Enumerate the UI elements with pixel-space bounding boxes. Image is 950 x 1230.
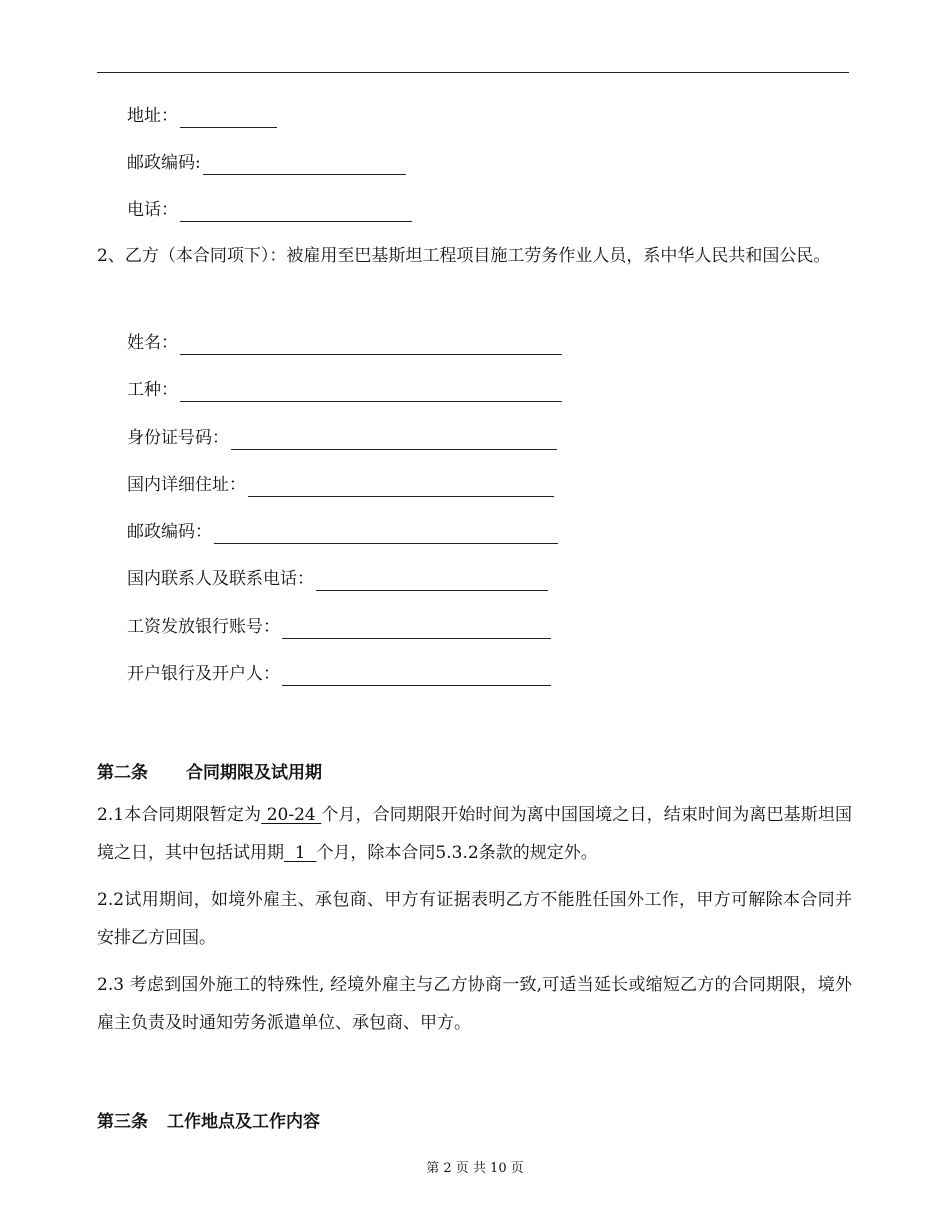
- clause-2-1: [97, 796, 852, 872]
- article-number: 第二条: [97, 763, 148, 783]
- name-field: [127, 331, 562, 355]
- clause-2-2: 2.2试用期间，如境外雇主、承包商、甲方有证据表明乙方不能胜任国外工作，甲方可解除本合同并安排乙方回国。: [97, 890, 852, 948]
- postal-code-field: [127, 151, 406, 175]
- field-label: 地址：: [127, 106, 178, 126]
- article-number: 第三条: [97, 1112, 148, 1132]
- bank-account-blank[interactable]: [282, 618, 551, 639]
- id-number-field: [127, 426, 557, 450]
- phone-field: [127, 198, 412, 222]
- field-label: 身份证号码：: [127, 428, 229, 448]
- bank-holder-field: [127, 662, 551, 686]
- clause-text: 个月，合同期限开始时间为离中国国境之日，结束时间为离巴基斯坦国境之日，其中包括试用期: [97, 805, 852, 863]
- article-3-heading: [97, 1107, 320, 1132]
- article-title: 合同期限及试用期: [186, 763, 322, 783]
- contract-term-value[interactable]: 20-24: [261, 805, 322, 825]
- article-title: 工作地点及工作内容: [167, 1112, 320, 1132]
- address-blank[interactable]: [180, 107, 277, 128]
- job-type-blank[interactable]: [180, 381, 562, 402]
- bank-account-field: [127, 615, 551, 639]
- probation-value[interactable]: 1: [284, 843, 317, 863]
- field-label: 工资发放银行账号：: [127, 617, 280, 637]
- clause-text: 2.1本合同期限暂定为: [97, 805, 262, 825]
- name-blank[interactable]: [180, 334, 562, 355]
- field-label: 邮政编码:: [127, 153, 201, 173]
- home-address-blank[interactable]: [248, 476, 554, 497]
- field-label: 电话：: [127, 200, 178, 220]
- postal-code-b-blank[interactable]: [214, 523, 558, 544]
- article-2-heading: [97, 758, 322, 783]
- phone-blank[interactable]: [180, 201, 412, 222]
- field-label: 开户银行及开户人：: [127, 664, 280, 684]
- party-b-intro: 2、乙方（本合同项下）：被雇用至巴基斯坦工程项目施工劳务作业人员，系中华人民共和国公民。: [97, 246, 831, 266]
- field-label: 国内详细住址：: [127, 475, 246, 495]
- address-field: [127, 104, 277, 128]
- field-label: 姓名：: [127, 333, 178, 353]
- clause-2-3: 2.3 考虑到国外施工的特殊性, 经境外雇主与乙方协商一致,可适当延长或缩短乙方的合同期限，境外雇主负责及时通知劳务派遣单位、承包商、甲方。: [97, 975, 852, 1033]
- field-label: 国内联系人及联系电话：: [127, 569, 314, 589]
- home-address-field: [127, 473, 554, 497]
- postal-code-b-field: [127, 520, 558, 544]
- header-rule: [97, 72, 849, 73]
- contact-blank[interactable]: [316, 570, 548, 591]
- postal-code-blank[interactable]: [203, 154, 406, 175]
- clause-text: 个月，除本合同5.3.2条款的规定外。: [316, 843, 598, 863]
- bank-holder-blank[interactable]: [282, 665, 551, 686]
- field-label: 邮政编码：: [127, 522, 212, 542]
- id-number-blank[interactable]: [231, 429, 557, 450]
- page-footer: 第 2 页 共 10 页: [426, 1161, 524, 1176]
- field-label: 工种：: [127, 380, 178, 400]
- job-type-field: [127, 378, 562, 402]
- contact-field: [127, 567, 548, 591]
